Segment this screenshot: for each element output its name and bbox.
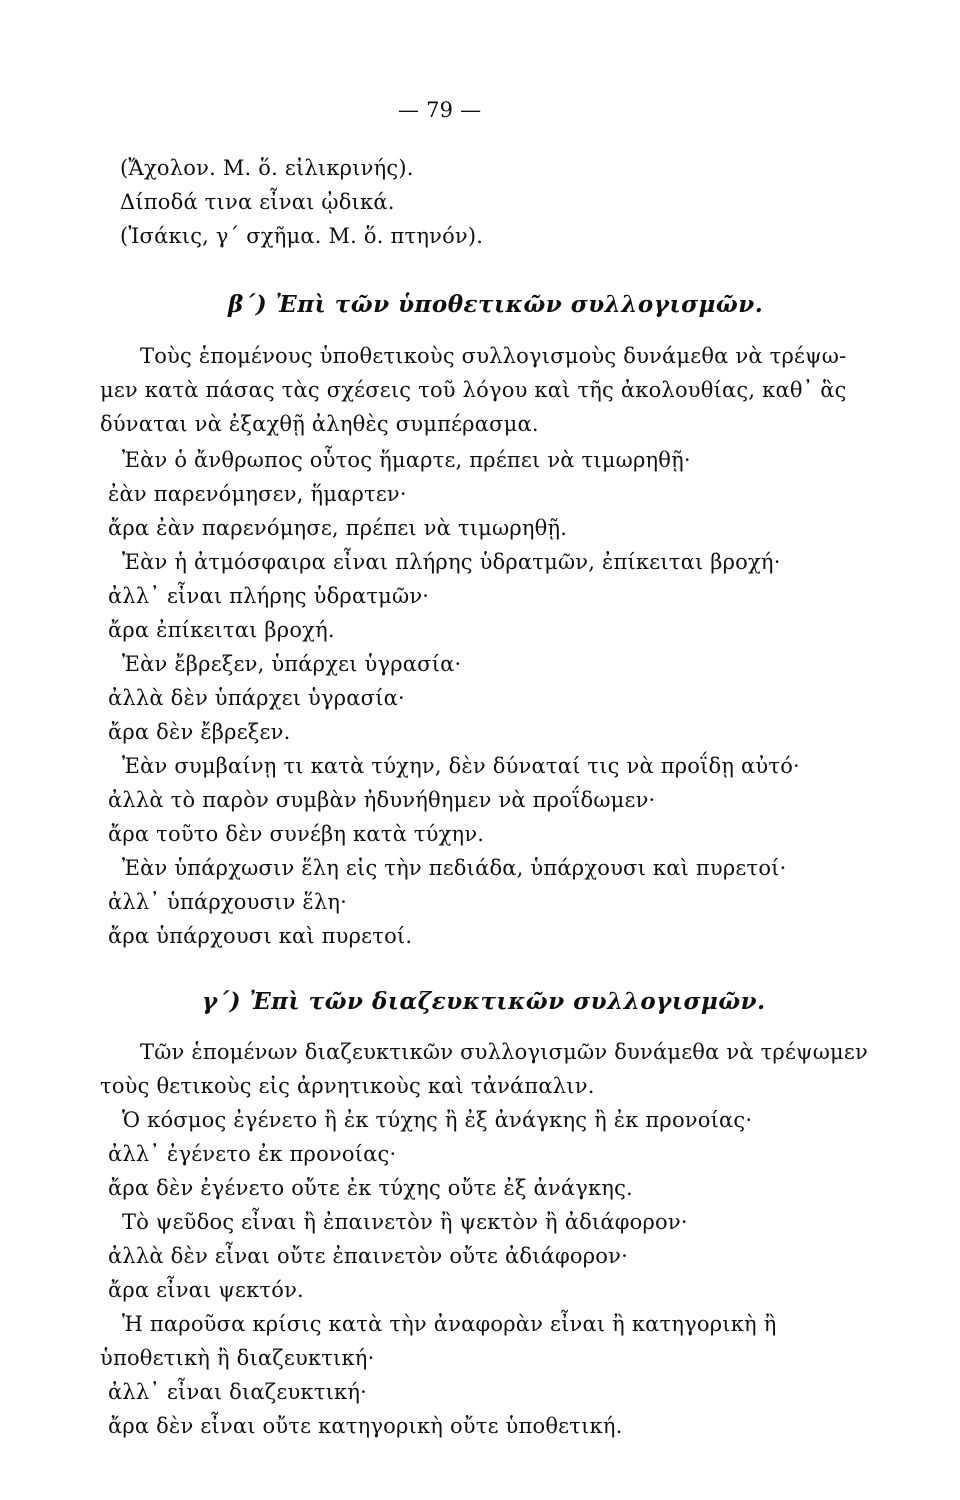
syllogism-line: ἀλλ᾿ εἶναι διαζευκτική· — [108, 1380, 367, 1404]
syllogism-line: ἀλλ᾿ ὑπάρχουσιν ἕλη· — [108, 890, 348, 914]
text-line: (Ἰσάκις, γ΄ σχῆμα. Μ. ὅ. πτηνόν). — [120, 224, 484, 248]
syllogism-line: ἄρα δὲν εἶναι οὔτε κατηγορικὴ οὔτε ὑποθετική. — [108, 1414, 623, 1438]
syllogism-line: ἀλλ᾿ εἶναι πλήρης ὑδρατμῶν· — [108, 584, 430, 608]
paragraph-line: τοὺς θετικοὺς εἰς ἀρνητικοὺς καὶ τἀνάπαλιν. — [100, 1074, 595, 1098]
syllogism-line: Ἐὰν ἡ ἀτμόσφαιρα εἶναι πλήρης ὑδρατμῶν, ἐπίκειται βροχή· — [122, 550, 781, 574]
syllogism-line: ἄρα ἐὰν παρενόμησε, πρέπει νὰ τιμωρηθῇ. — [108, 516, 568, 540]
syllogism-line: ἐὰν παρενόμησεν, ἥμαρτεν· — [108, 482, 407, 506]
syllogism-line: ἄρα εἶναι ψεκτόν. — [108, 1278, 304, 1302]
syllogism-line: ὑποθετικὴ ἢ διαζευκτική· — [100, 1346, 375, 1370]
syllogism-line: ἀλλὰ δὲν εἶναι οὔτε ἐπαινετὸν οὔτε ἀδιάφορον· — [108, 1244, 628, 1268]
text-line: Δίποδά τινα εἶναι ᾠδικά. — [120, 190, 395, 214]
syllogism-line: ἄρα δὲν ἐγένετο οὔτε ἐκ τύχης οὔτε ἐξ ἀνάγκης. — [108, 1176, 633, 1200]
paragraph-line: Τοὺς ἑπομένους ὑποθετικοὺς συλλογισμοὺς δυνάμεθα νὰ τρέψω- — [140, 344, 847, 368]
syllogism-line: Ἡ παροῦσα κρίσις κατὰ τὴν ἀναφορὰν εἶναι ἢ κατηγορικὴ ἢ — [122, 1312, 777, 1336]
syllogism-line: ἄρα ἐπίκειται βροχή. — [108, 618, 335, 642]
paragraph-line: Τῶν ἑπομένων διαζευκτικῶν συλλογισμῶν δυνάμεθα νὰ τρέψωμεν — [140, 1040, 868, 1064]
syllogism-line: Ἐὰν ὑπάρχωσιν ἕλη εἰς τὴν πεδιάδα, ὑπάρχουσι καὶ πυρετοί· — [122, 856, 787, 880]
syllogism-line: ἄρα δὲν ἔβρεξεν. — [108, 720, 291, 744]
syllogism-line: ἀλλὰ τὸ παρὸν συμβὰν ἠδυνήθημεν νὰ προΐδωμεν· — [108, 788, 656, 812]
syllogism-line: Ἐὰν ὁ ἄνθρωπος οὗτος ἥμαρτε, πρέπει νὰ τιμωρηθῇ· — [122, 448, 691, 472]
paragraph-line: δύναται νὰ ἐξαχθῇ ἀληθὲς συμπέρασμα. — [100, 412, 539, 436]
paragraph-line: μεν κατὰ πάσας τὰς σχέσεις τοῦ λόγου καὶ τῆς ἀκολουθίας, καθ᾿ ἃς — [100, 378, 847, 402]
section-heading-hypothetical: β΄) Ἐπὶ τῶν ὑποθετικῶν συλλογισμῶν. — [228, 291, 764, 318]
syllogism-line: ἄρα τοῦτο δὲν συνέβη κατὰ τύχην. — [108, 822, 485, 846]
section-heading-disjunctive: γ΄) Ἐπὶ τῶν διαζευκτικῶν συλλογισμῶν. — [202, 988, 766, 1015]
text-line: (Ἄχολον. Μ. ὅ. εἰλικρινής). — [120, 156, 414, 180]
page-number: — 79 — — [398, 98, 482, 122]
syllogism-line: Ὁ κόσμος ἐγένετο ἢ ἐκ τύχης ἢ ἐξ ἀνάγκης ἢ ἐκ προνοίας· — [122, 1108, 753, 1132]
syllogism-line: Ἐὰν συμβαίνῃ τι κατὰ τύχην, δὲν δύναταί τις νὰ προΐδῃ αὐτό· — [122, 754, 800, 778]
syllogism-line: ἄρα ὑπάρχουσι καὶ πυρετοί. — [108, 924, 413, 948]
syllogism-line: Τὸ ψεῦδος εἶναι ἢ ἐπαινετὸν ἢ ψεκτὸν ἢ ἀδιάφορον· — [122, 1210, 688, 1234]
syllogism-line: Ἐὰν ἔβρεξεν, ὑπάρχει ὑγρασία· — [122, 652, 462, 676]
syllogism-line: ἀλλ᾿ ἐγένετο ἐκ προνοίας· — [108, 1142, 397, 1166]
syllogism-line: ἀλλὰ δὲν ὑπάρχει ὑγρασία· — [108, 686, 405, 710]
